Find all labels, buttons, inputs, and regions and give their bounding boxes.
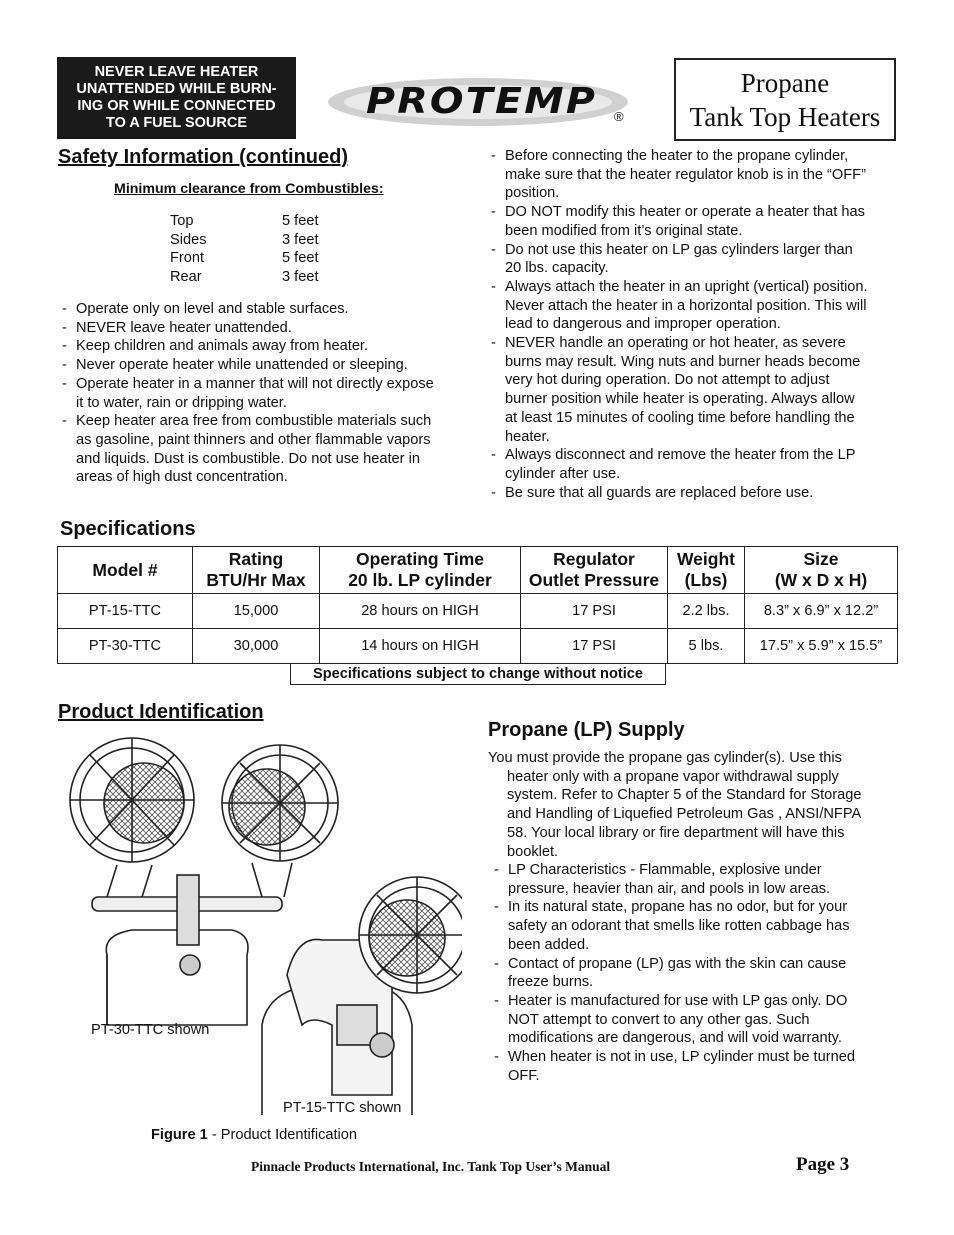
list-item: - NEVER handle an operating or hot heater, as severe burns may result. Wing nuts and burner heads become very hot during operation. Do not attempt to adjust burner position while heater is operating. Always allow at least 15 minutes of cooling time before handling the heater.	[491, 335, 861, 445]
col-header: Model #	[58, 547, 193, 594]
specs-table	[57, 546, 898, 664]
table-cell: 30,000	[193, 629, 320, 664]
list-item: - Operate only on level and stable surfaces.	[62, 301, 349, 317]
clearance-distance: 5 feet	[282, 213, 319, 229]
safety-heading: Safety Information (continued)	[58, 146, 348, 168]
table-cell: 17 PSI	[521, 594, 668, 629]
list-item: - Never operate heater while unattended or sleeping.	[62, 357, 408, 374]
table-cell: 15,000	[193, 594, 320, 629]
col-header: Size (W x D x H)	[745, 547, 898, 594]
table-cell: 5 lbs.	[668, 629, 745, 664]
col-header: Operating Time 20 lb. LP cylinder	[320, 547, 521, 594]
clearance-row	[170, 249, 319, 268]
clearance-side: Front	[170, 250, 205, 267]
list-item: - LP Characteristics - Flammable, explosive under pressure, heavier than air, and pools in low areas.	[494, 862, 831, 897]
table-cell: 8.3” x 6.9” x 12.2”	[745, 594, 898, 629]
warning-line: TO A FUEL SOURCE	[106, 115, 247, 131]
heater-illustration-icon	[62, 725, 462, 1115]
list-item: - Contact of propane (LP) gas with the skin can cause freeze burns.	[494, 955, 847, 991]
col-header: Rating BTU/Hr Max	[193, 547, 320, 594]
list-item: - Heater is manufactured for use with LP gas only. DO NOT attempt to convert to any other gas. Such modifications are dangerous, and will void warranty.	[494, 992, 848, 1047]
table-cell: 17.5” x 5.9” x 15.5”	[745, 629, 898, 664]
list-item: - Do not use this heater on LP gas cylinders larger than 20 lbs. capacity.	[491, 241, 853, 277]
clearance-distance: 3 feet	[282, 231, 319, 248]
clearance-row	[170, 231, 319, 250]
safety-right-list	[487, 147, 907, 502]
clearance-distance: 5 feet	[282, 250, 319, 267]
list-item: - Always attach the heater in an upright (vertical) position. Never attach the heater in a horizontal position. This will lead to dangerous and improper operation.	[491, 278, 868, 333]
list-item: - NEVER leave heater unattended.	[62, 319, 292, 336]
list-item: - DO NOT modify this heater or operate a heater that has been modified from it’s original state.	[491, 204, 865, 239]
warning-box	[57, 57, 296, 139]
supply-list	[490, 861, 910, 1085]
col-header: Weight (Lbs)	[668, 547, 745, 594]
page-number: Page 3	[796, 1154, 850, 1175]
list-item: - In its natural state, propane has no odor, but for your safety an odorant that smells like rotten cabbage has been added.	[494, 899, 850, 953]
product-heading: Product Identification	[58, 701, 264, 723]
table-row	[58, 594, 898, 629]
label-pt15: PT-15-TTC shown	[283, 1100, 402, 1116]
figure-caption	[151, 1126, 357, 1145]
logo-text: PROTEMP	[366, 81, 598, 122]
supply-heading: Propane (LP) Supply	[488, 719, 685, 741]
clearance-row	[170, 212, 319, 231]
table-header-row	[58, 547, 898, 594]
protemp-logo	[326, 75, 646, 131]
list-item: - Be sure that all guards are replaced before use.	[491, 484, 814, 501]
table-cell: 14 hours on HIGH	[320, 629, 521, 664]
table-cell: PT-30-TTC	[58, 629, 193, 664]
table-cell: 17 PSI	[521, 629, 668, 664]
supply-intro: You must provide the propane gas cylinder(s). Use this heater only with a propane vapor withdrawal supply system. Refer to Chapter 5 of the Standard for Storage and Handling of Liquefied Petroleum Gas , ANSI/NFPA 58. Your local library or fire department will have this booklet.	[488, 750, 862, 860]
col-header: Regulator Outlet Pressure	[521, 547, 668, 594]
list-item: - Before connecting the heater to the propane cylinder, make sure that the heater regulator knob is in the “OFF” position.	[491, 148, 866, 202]
footer-text: Pinnacle Products International, Inc. Tank Top User’s Manual	[251, 1159, 611, 1174]
warning-line: ING OR WHILE CONNECTED	[77, 98, 276, 114]
list-item: - Always disconnect and remove the heater from the LP cylinder after use.	[491, 447, 856, 482]
clearance-distance: 3 feet	[282, 269, 319, 286]
specs-heading: Specifications	[60, 518, 196, 540]
table-cell: 2.2 lbs.	[668, 594, 745, 629]
clearance-row	[170, 268, 319, 287]
list-item: - When heater is not in use, LP cylinder must be turned OFF.	[494, 1049, 855, 1084]
clearance-table	[170, 212, 319, 287]
safety-left-list	[58, 300, 478, 487]
warning-line: NEVER LEAVE HEATER	[94, 64, 259, 80]
warning-line: UNATTENDED WHILE BURN-	[76, 81, 277, 97]
list-item: - Keep children and animals away from heater.	[62, 338, 369, 355]
clearance-side: Sides	[170, 231, 207, 248]
title-box	[674, 58, 896, 141]
figure-label: Figure 1	[151, 1127, 208, 1143]
table-cell: 28 hours on HIGH	[320, 594, 521, 629]
title-line: Tank Top Heaters	[689, 101, 881, 132]
list-item: - Keep heater area free from combustible materials such as gasoline, paint thinners and other flammable vapors and liquids. Dust is combustible. Do not use heater in areas of high dust concentration.	[62, 413, 432, 486]
clearance-side: Rear	[170, 269, 202, 286]
figure-caption-text: - Product Identification	[207, 1127, 358, 1143]
table-cell: PT-15-TTC	[58, 594, 193, 629]
title-line: Propane	[740, 67, 830, 98]
specs-notice: Specifications subject to change without notice	[290, 663, 666, 685]
list-item: - Operate heater in a manner that will not directly expose it to water, rain or dripping water.	[62, 375, 434, 411]
clearance-heading: Minimum clearance from Combustibles:	[114, 181, 384, 197]
table-row	[58, 629, 898, 664]
clearance-side: Top	[170, 213, 194, 229]
registered-mark: ®	[614, 109, 624, 124]
label-pt30: PT-30-TTC shown	[91, 1022, 210, 1038]
